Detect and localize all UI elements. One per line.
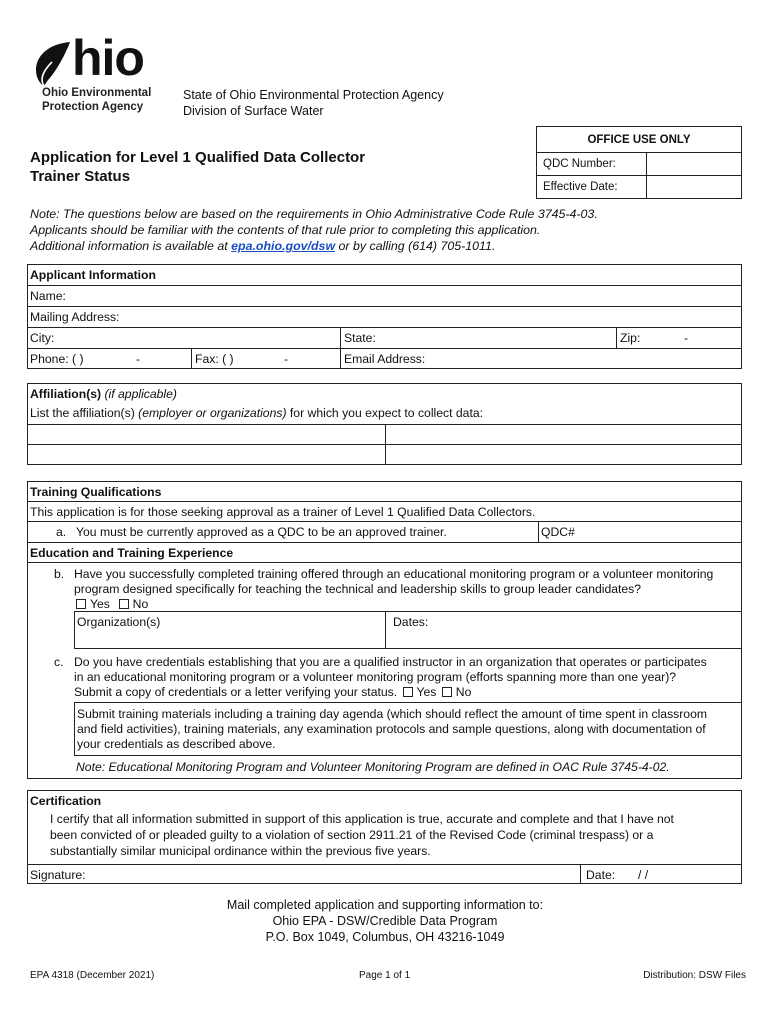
email-field[interactable]: Email Address: bbox=[344, 352, 426, 366]
affiliation-instructions: List the affiliation(s) (employer or organizations) for which you expect to collect data: bbox=[30, 406, 483, 420]
organizations-field[interactable]: Organization(s) bbox=[77, 615, 161, 629]
page-number: Page 1 of 1 bbox=[359, 970, 411, 981]
dates-field[interactable]: Dates: bbox=[393, 615, 429, 629]
applicant-header: Applicant Information bbox=[30, 268, 156, 282]
agency-heading: State of Ohio Environmental Protection Agency Division of Surface Water bbox=[183, 88, 444, 118]
date-field[interactable]: Date: bbox=[586, 868, 616, 882]
certification-section: Certification I certify that all information submitted in support of this application is true, accurate and complete and that I have not been convicted of or pleaded guilty to a violation of section 2911.21 of the Revised Code (criminal trespass) or a substantially similar municipal ordinance within the previous five years. Signature: Date: / / bbox=[27, 790, 742, 884]
affiliation-field-4[interactable] bbox=[386, 445, 741, 465]
qdc-number-input[interactable]: QDC# bbox=[541, 525, 575, 539]
applicant-section: Applicant Information Name: Mailing Address: City: State: Zip: - Phone: ( ) - Fax: ( ) - Email Address: bbox=[27, 264, 742, 369]
office-use-header: OFFICE USE ONLY bbox=[537, 127, 741, 153]
affiliation-section bbox=[27, 383, 742, 465]
form-number: EPA 4318 (December 2021) bbox=[30, 970, 155, 981]
credentials-yes-checkbox[interactable] bbox=[403, 687, 413, 697]
certification-header: Certification bbox=[30, 794, 102, 808]
effective-date-field[interactable] bbox=[647, 176, 741, 198]
education-header: Education and Training Experience bbox=[30, 546, 234, 560]
qdc-number-row: QDC Number: bbox=[537, 153, 741, 176]
fax-field[interactable]: Fax: ( ) bbox=[195, 352, 234, 366]
affiliation-field-2[interactable] bbox=[386, 425, 741, 444]
city-field[interactable]: City: bbox=[30, 331, 55, 345]
name-field[interactable]: Name: bbox=[28, 286, 741, 307]
intro-note: Note: The questions below are based on the requirements in Ohio Administrative Code Rule 3745-4-03. Applicants should be familiar with the contents of that rule prior to completing this application. Additional information is available at epa.ohio.gov/dsw or by calling (614) 705-1011. bbox=[30, 207, 598, 253]
phone-field[interactable]: Phone: ( ) bbox=[30, 352, 84, 366]
epa-link[interactable]: epa.ohio.gov/dsw bbox=[231, 239, 336, 253]
training-no-checkbox[interactable] bbox=[119, 599, 129, 609]
training-header: Training Qualifications bbox=[30, 485, 162, 499]
page-title: Application for Level 1 Qualified Data Collector Trainer Status bbox=[30, 149, 366, 185]
effective-date-row: Effective Date: bbox=[537, 176, 741, 198]
training-section: Training Qualifications This application is for those seeking approval as a trainer of Level 1 Qualified Data Collectors. a. You must be currently approved as a QDC to be an approved trainer. QDC# Education and Training Experience b. Have you successfully completed training offered through an educational monitoring program or a volunteer monitoring program designed specifically for teaching the technical and leadership skills to group leader candidates? Yes No Organization(s) Dates: c. Do you have credentials establishing that you are a qualified instructor in an organization that operates or participates in an educational monitoring program or a volunteer monitoring program (efforts spanning more than one year)? Submit a copy of credentials or a letter verifying your status. Yes No Submit training materials including a training day agenda (which should reflect the amount of time spent in classroom and field activities), training materials, any examination protocols and sample questions, along with documentation of your credentials as described above. Note: Educational Monitoring Program and Volunteer Monitoring Program are defined in OAC Rule 3745-4-02. bbox=[27, 481, 742, 779]
training-yes-checkbox[interactable] bbox=[76, 599, 86, 609]
mailing-instructions: Mail completed application and supporting information to: Ohio EPA - DSW/Credible Data Program P.O. Box 1049, Columbus, OH 43216-1049 bbox=[226, 898, 544, 944]
logo-wordmark: hio bbox=[72, 30, 144, 86]
logo-subtitle: Ohio Environmental Protection Agency bbox=[42, 87, 152, 113]
qdc-number-field[interactable] bbox=[647, 153, 741, 175]
signature-field[interactable]: Signature: bbox=[30, 868, 86, 882]
state-field[interactable]: State: bbox=[344, 331, 376, 345]
affiliation-field-3[interactable] bbox=[28, 445, 385, 465]
program-definition-note: Note: Educational Monitoring Program and Volunteer Monitoring Program are defined in OAC Rule 3745-4-02. bbox=[76, 760, 670, 774]
leaf-icon bbox=[30, 40, 76, 90]
office-use-box bbox=[536, 126, 742, 199]
zip-field[interactable]: Zip: bbox=[620, 331, 641, 345]
affiliation-header: Affiliation(s) (if applicable) bbox=[30, 387, 177, 401]
credentials-no-checkbox[interactable] bbox=[442, 687, 452, 697]
mailing-address-field[interactable]: Mailing Address: bbox=[28, 307, 741, 328]
training-materials-box: Submit training materials including a training day agenda (which should reflect the amount of time spent in classroom and field activities), training materials, any examination protocols and sample questions, along with documentation of your credentials as described above. bbox=[74, 702, 741, 756]
affiliation-field-1[interactable] bbox=[28, 425, 385, 444]
distribution: Distribution: DSW Files bbox=[643, 970, 746, 981]
